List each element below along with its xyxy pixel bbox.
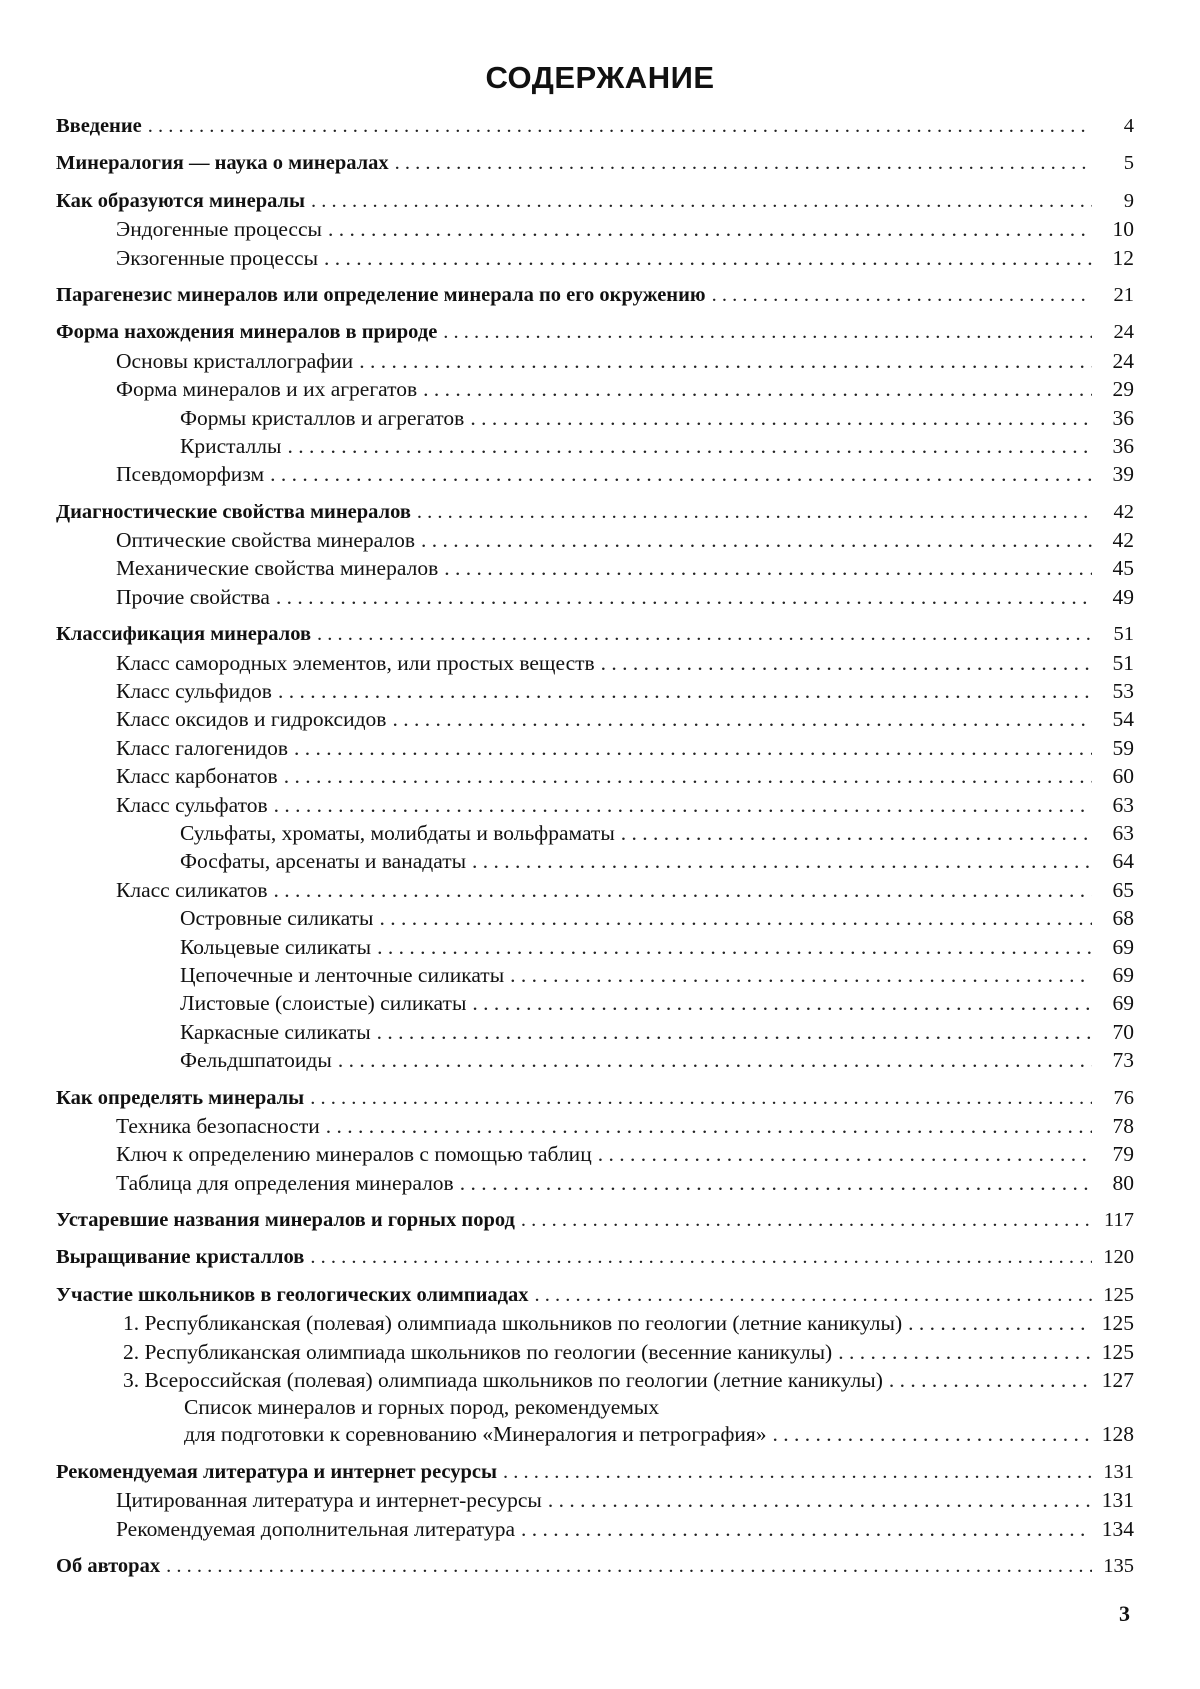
toc-entry-title: Псевдоморфизм	[116, 460, 264, 488]
toc-page-number: 51	[1098, 649, 1134, 677]
toc-leader-dots	[773, 1420, 1092, 1448]
toc-page-number: 4	[1098, 112, 1134, 140]
toc-subsection[interactable]	[56, 347, 1134, 375]
toc-page-number: 135	[1098, 1552, 1134, 1580]
toc-leader-dots	[326, 1112, 1092, 1140]
toc-leader-dots	[310, 1084, 1092, 1112]
toc-subsection[interactable]	[56, 961, 1134, 989]
toc-subsection[interactable]	[56, 1046, 1134, 1074]
toc-leader-dots	[621, 819, 1092, 847]
toc-entry-title: Список минералов и горных пород, рекомендуемых	[184, 1394, 659, 1420]
toc-entry-title: Минералогия — наука о минералах	[56, 149, 389, 177]
toc-leader-dots	[460, 1169, 1092, 1197]
toc-leader-dots	[444, 554, 1092, 582]
toc-entry-title: Об авторах	[56, 1552, 160, 1580]
toc-leader-dots	[377, 933, 1092, 961]
toc-page-number: 69	[1098, 989, 1134, 1017]
toc-page-number: 39	[1098, 460, 1134, 488]
toc-leader-dots	[166, 1552, 1092, 1580]
toc-leader-dots	[443, 318, 1092, 346]
toc-entry-title: Листовые (слоистые) силикаты	[180, 989, 466, 1017]
toc-leader-dots	[294, 734, 1092, 762]
toc-entry-title: Парагенезис минералов или определение минерала по его окружению	[56, 281, 706, 309]
toc-leader-dots	[338, 1046, 1092, 1074]
toc-entry-title: Класс оксидов и гидроксидов	[116, 705, 386, 733]
toc-section[interactable]	[56, 149, 1134, 177]
toc-leader-dots	[310, 1243, 1092, 1271]
toc-page-number: 65	[1098, 876, 1134, 904]
toc-page-number: 53	[1098, 677, 1134, 705]
toc-subsection[interactable]	[56, 526, 1134, 554]
toc-subsection[interactable]	[56, 677, 1134, 705]
toc-page-number: 68	[1098, 904, 1134, 932]
toc-leader-dots	[548, 1486, 1092, 1514]
toc-subsection[interactable]	[56, 1140, 1134, 1168]
toc-entry-title: Кристаллы	[180, 432, 281, 460]
toc-subsection[interactable]	[56, 819, 1134, 847]
toc-leader-dots	[521, 1206, 1092, 1234]
toc-entry-title: для подготовки к соревнованию «Минералогия и петрография»	[184, 1420, 767, 1448]
toc-leader-dots	[598, 1140, 1092, 1168]
toc-page-number: 125	[1098, 1338, 1134, 1366]
toc-entry-title: Выращивание кристаллов	[56, 1243, 304, 1271]
toc-section[interactable]	[56, 498, 1134, 526]
toc-entry-title: Рекомендуемая дополнительная литература	[116, 1515, 515, 1543]
toc-page-number: 73	[1098, 1046, 1134, 1074]
toc-entry-title: Основы кристаллографии	[116, 347, 353, 375]
toc-subsection[interactable]	[56, 215, 1134, 243]
toc-page-number: 125	[1098, 1281, 1134, 1309]
toc-leader-dots	[503, 1458, 1092, 1486]
toc-entry-title: Сульфаты, хроматы, молибдаты и вольфраматы	[180, 819, 615, 847]
toc-leader-dots	[889, 1366, 1092, 1394]
toc-entry-title: Рекомендуемая литература и интернет ресурсы	[56, 1458, 497, 1486]
toc-leader-dots	[392, 705, 1092, 733]
toc-page-number: 36	[1098, 432, 1134, 460]
toc-page-number: 120	[1098, 1243, 1134, 1271]
toc-subsection[interactable]	[56, 876, 1134, 904]
toc-section[interactable]	[56, 1206, 1134, 1234]
toc-entry-title: Механические свойства минералов	[116, 554, 438, 582]
toc-page-number: 70	[1098, 1018, 1134, 1046]
toc-page-number: 42	[1098, 498, 1134, 526]
page	[0, 0, 1200, 1689]
toc-page-number: 69	[1098, 961, 1134, 989]
toc-leader-dots	[317, 620, 1092, 648]
toc-page-number: 9	[1098, 187, 1134, 215]
toc-entry-title: Класс сульфатов	[116, 791, 268, 819]
toc-entry-title: 3. Всероссийская (полевая) олимпиада школьников по геологии (летние каникулы)	[123, 1366, 883, 1394]
toc-section[interactable]	[56, 620, 1134, 648]
toc-entry-title: Ключ к определению минералов с помощью таблиц	[116, 1140, 592, 1168]
toc-entry-title: Островные силикаты	[180, 904, 373, 932]
toc-subsection[interactable]	[56, 460, 1134, 488]
toc-page-number: 5	[1098, 149, 1134, 177]
toc-entry-title: Фосфаты, арсенаты и ванадаты	[180, 847, 466, 875]
toc-entry-title: Техника безопасности	[116, 1112, 320, 1140]
toc-subsection[interactable]	[56, 705, 1134, 733]
toc-leader-dots	[908, 1309, 1092, 1337]
toc-subsection[interactable]	[56, 847, 1134, 875]
toc-page-number: 64	[1098, 847, 1134, 875]
toc-entry-title: Каркасные силикаты	[180, 1018, 371, 1046]
toc-page-number: 80	[1098, 1169, 1134, 1197]
toc-entry-title: Устаревшие названия минералов и горных пород	[56, 1206, 515, 1234]
table-of-contents	[56, 112, 1134, 1580]
toc-leader-dots	[324, 244, 1092, 272]
toc-section[interactable]	[56, 187, 1134, 215]
toc-subsection[interactable]	[56, 1366, 1134, 1394]
toc-page-number: 125	[1098, 1309, 1134, 1337]
toc-leader-dots	[287, 432, 1092, 460]
toc-page-number: 45	[1098, 554, 1134, 582]
toc-entry-title: Фельдшпатоиды	[180, 1046, 332, 1074]
toc-entry-title: Цитированная литература и интернет-ресурсы	[116, 1486, 542, 1514]
toc-subsection[interactable]	[56, 432, 1134, 460]
toc-page-number: 76	[1098, 1084, 1134, 1112]
toc-page-number: 49	[1098, 583, 1134, 611]
toc-leader-dots	[377, 1018, 1092, 1046]
toc-subsection[interactable]	[56, 404, 1134, 432]
toc-leader-dots	[328, 215, 1092, 243]
toc-entry-title: Экзогенные процессы	[116, 244, 318, 272]
toc-subsection[interactable]	[56, 1018, 1134, 1046]
toc-entry-title: Участие школьников в геологических олимпиадах	[56, 1281, 529, 1309]
toc-page-number: 21	[1098, 281, 1134, 309]
toc-leader-dots	[712, 281, 1092, 309]
toc-page-number: 36	[1098, 404, 1134, 432]
toc-section[interactable]	[56, 281, 1134, 309]
toc-entry-title: Формы кристаллов и агрегатов	[180, 404, 464, 432]
toc-page-number: 24	[1098, 318, 1134, 346]
toc-page-number: 131	[1098, 1458, 1134, 1486]
toc-page-number: 127	[1098, 1366, 1134, 1394]
toc-section[interactable]	[56, 1281, 1134, 1309]
toc-section[interactable]	[56, 1084, 1134, 1112]
toc-subsection[interactable]	[56, 904, 1134, 932]
toc-entry-title: Как определять минералы	[56, 1084, 304, 1112]
toc-leader-dots	[470, 404, 1092, 432]
toc-leader-dots	[270, 460, 1092, 488]
toc-subsection[interactable]	[56, 1420, 1134, 1448]
toc-subsection[interactable]	[56, 734, 1134, 762]
toc-entry-title: Форма минералов и их агрегатов	[116, 375, 417, 403]
toc-page-number: 51	[1098, 620, 1134, 648]
toc-subsection[interactable]	[56, 933, 1134, 961]
toc-page-number: 12	[1098, 244, 1134, 272]
toc-subsection[interactable]	[56, 791, 1134, 819]
toc-leader-dots	[276, 583, 1092, 611]
toc-subsection[interactable]	[56, 989, 1134, 1017]
toc-entry-title: Эндогенные процессы	[116, 215, 322, 243]
toc-entry-title: Классификация минералов	[56, 620, 311, 648]
toc-page-number: 24	[1098, 347, 1134, 375]
toc-leader-dots	[421, 526, 1092, 554]
toc-entry-title: Диагностические свойства минералов	[56, 498, 411, 526]
toc-section[interactable]	[56, 112, 1134, 140]
toc-leader-dots	[535, 1281, 1092, 1309]
toc-page-number: 69	[1098, 933, 1134, 961]
toc-leader-dots	[379, 904, 1092, 932]
toc-section[interactable]	[56, 1458, 1134, 1486]
toc-leader-dots	[359, 347, 1092, 375]
toc-entry-title: Класс силикатов	[116, 876, 267, 904]
toc-entry-title: Таблица для определения минералов	[116, 1169, 454, 1197]
toc-leader-dots	[423, 375, 1092, 403]
toc-subsection[interactable]	[56, 649, 1134, 677]
toc-page-number: 42	[1098, 526, 1134, 554]
toc-entry-title: Оптические свойства минералов	[116, 526, 415, 554]
toc-leader-dots	[472, 989, 1092, 1017]
toc-page-number: 131	[1098, 1486, 1134, 1514]
toc-section[interactable]	[56, 1243, 1134, 1271]
toc-page-number: 78	[1098, 1112, 1134, 1140]
toc-page-number: 128	[1098, 1420, 1134, 1448]
toc-section[interactable]	[56, 1552, 1134, 1580]
toc-entry-title: Класс самородных элементов, или простых веществ	[116, 649, 595, 677]
toc-subsection[interactable]	[56, 1515, 1134, 1543]
toc-entry-title: 1. Республиканская (полевая) олимпиада школьников по геологии (летние каникулы)	[123, 1309, 902, 1337]
toc-leader-dots	[284, 762, 1092, 790]
toc-entry-title: Прочие свойства	[116, 583, 270, 611]
toc-entry-title: Кольцевые силикаты	[180, 933, 371, 961]
toc-subsection[interactable]	[56, 1169, 1134, 1197]
toc-page-number: 63	[1098, 819, 1134, 847]
toc-leader-dots	[395, 149, 1092, 177]
toc-page-number: 10	[1098, 215, 1134, 243]
toc-leader-dots	[278, 677, 1092, 705]
toc-subsection[interactable]	[56, 1338, 1134, 1366]
toc-entry-title: Цепочечные и ленточные силикаты	[180, 961, 504, 989]
toc-entry-title: Класс карбонатов	[116, 762, 278, 790]
toc-entry-title: Форма нахождения минералов в природе	[56, 318, 437, 346]
toc-entry-title: Класс сульфидов	[116, 677, 272, 705]
toc-leader-dots	[311, 187, 1092, 215]
toc-subsection[interactable]	[56, 554, 1134, 582]
toc-subsection[interactable]	[56, 1309, 1134, 1337]
toc-leader-dots	[472, 847, 1092, 875]
toc-subsection[interactable]	[56, 375, 1134, 403]
toc-leader-dots	[273, 876, 1092, 904]
toc-subsection[interactable]	[56, 244, 1134, 272]
toc-entry-title: 2. Республиканская олимпиада школьников по геологии (весенние каникулы)	[123, 1338, 832, 1366]
toc-leader-dots	[838, 1338, 1092, 1366]
toc-page-number: 117	[1098, 1206, 1134, 1234]
toc-subsection[interactable]	[56, 583, 1134, 611]
toc-leader-dots	[601, 649, 1092, 677]
toc-leader-dots	[521, 1515, 1092, 1543]
toc-page-number: 63	[1098, 791, 1134, 819]
toc-page-number: 134	[1098, 1515, 1134, 1543]
toc-entry-title: Введение	[56, 112, 142, 140]
toc-page-number: 29	[1098, 375, 1134, 403]
toc-leader-dots	[510, 961, 1092, 989]
toc-leader-dots	[417, 498, 1092, 526]
toc-page-number: 60	[1098, 762, 1134, 790]
toc-section[interactable]	[56, 318, 1134, 346]
toc-leader-dots	[148, 112, 1092, 140]
toc-page-number: 54	[1098, 705, 1134, 733]
toc-entry-title: Как образуются минералы	[56, 187, 305, 215]
toc-subsection[interactable]	[56, 762, 1134, 790]
toc-entry-title: Класс галогенидов	[116, 734, 288, 762]
toc-page-number: 59	[1098, 734, 1134, 762]
toc-subsection[interactable]	[56, 1112, 1134, 1140]
toc-leader-dots	[274, 791, 1092, 819]
page-number: 3	[1119, 1601, 1130, 1627]
page-title: СОДЕРЖАНИЕ	[0, 60, 1200, 96]
toc-subsection[interactable]	[56, 1486, 1134, 1514]
toc-subsection[interactable]	[56, 1394, 1134, 1420]
toc-page-number: 79	[1098, 1140, 1134, 1168]
